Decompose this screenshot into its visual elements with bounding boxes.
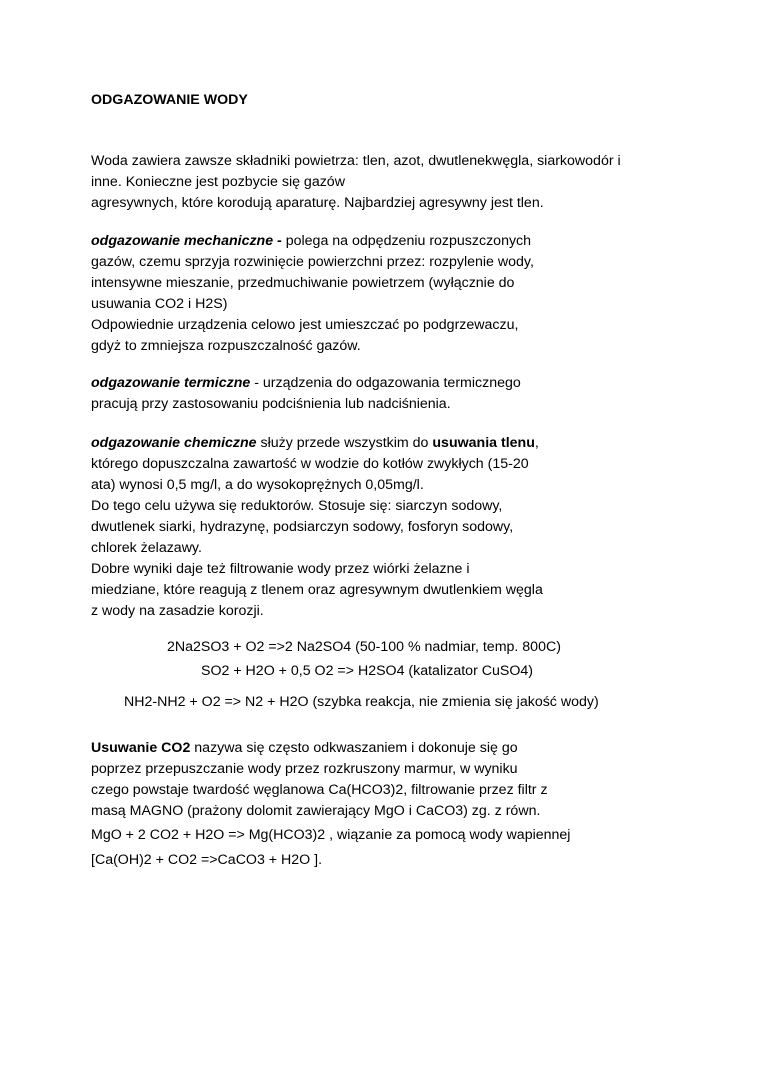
chemical-degassing-paragraph bbox=[91, 433, 691, 622]
text-line bbox=[91, 373, 691, 394]
text-line: inne. Konieczne jest pozbycie się gazów bbox=[91, 174, 345, 190]
text-line: poprzez przepuszczanie wody przez rozkruszony marmur, w wyniku bbox=[91, 761, 518, 777]
text-span: nazywa się często odkwaszaniem i dokonuje się go bbox=[190, 740, 518, 756]
emphasis-oxygen-removal: usuwania tlenu bbox=[432, 435, 535, 451]
text-line bbox=[91, 433, 691, 454]
term-co2-removal: Usuwanie CO2 bbox=[91, 740, 191, 756]
intro-paragraph bbox=[91, 151, 691, 214]
text-line: miedziane, które reagują z tlenem oraz agresywnym dwutlenkiem węgla bbox=[91, 582, 543, 598]
text-line: chlorek żelazawy. bbox=[91, 540, 202, 556]
equation-sulfite: 2Na2SO3 + O2 =>2 Na2SO4 (50-100 % nadmiar, temp. 800C) bbox=[167, 639, 561, 655]
equation-hydrazine: NH2-NH2 + O2 => N2 + H2O (szybka reakcja, nie zmienia się jakość wody) bbox=[124, 694, 599, 710]
thermal-degassing-paragraph bbox=[91, 373, 691, 415]
term-chemical: odgazowanie chemiczne bbox=[91, 435, 257, 451]
text-line: intensywne mieszanie, przedmuchiwanie powietrzem (wyłącznie do bbox=[91, 275, 515, 291]
text-line bbox=[91, 738, 691, 759]
mechanical-degassing-paragraph bbox=[91, 231, 691, 357]
text-line: z wody na zasadzie korozji. bbox=[91, 603, 264, 619]
text-line: Odpowiednie urządzenia celowo jest umieszczać po podgrzewaczu, bbox=[91, 317, 519, 333]
document-title: ODGAZOWANIE WODY bbox=[91, 92, 248, 108]
co2-removal-paragraph bbox=[91, 738, 691, 871]
text-line: Do tego celu używa się reduktorów. Stosuje się: siarczyn sodowy, bbox=[91, 498, 503, 514]
text-span: - urządzenia do odgazowania termicznego bbox=[250, 375, 521, 391]
term-mechanical: odgazowanie mechaniczne - bbox=[91, 233, 282, 249]
text-line: MgO + 2 CO2 + H2O => Mg(HCO3)2 , wiązanie za pomocą wody wapiennej bbox=[91, 827, 571, 843]
text-span: polega na odpędzeniu rozpuszczonych bbox=[281, 233, 532, 249]
text-line: dwutlenek siarki, hydrazynę, podsiarczyn sodowy, fosforyn sodowy, bbox=[91, 519, 514, 535]
text-line: gazów, czemu sprzyja rozwinięcie powierzchni przez: rozpylenie wody, bbox=[91, 254, 534, 270]
text-span: , bbox=[534, 435, 539, 451]
text-line: pracują przy zastosowaniu podciśnienia lub nadciśnienia. bbox=[91, 396, 451, 412]
equation-sulfur-dioxide: SO2 + H2O + 0,5 O2 => H2SO4 (katalizator CuSO4) bbox=[201, 663, 533, 679]
text-line: Dobre wyniki daje też filtrowanie wody przez wiórki żelazne i bbox=[91, 561, 470, 577]
text-line: agresywnych, które korodują aparaturę. Najbardziej agresywny jest tlen. bbox=[91, 195, 544, 211]
text-line: usuwania CO2 i H2S) bbox=[91, 296, 228, 312]
text-line: [Ca(OH)2 + CO2 =>CaCO3 + H2O ]. bbox=[91, 852, 323, 868]
text-line: czego powstaje twardość węglanowa Ca(HCO3)2, filtrowanie przez filtr z bbox=[91, 782, 548, 798]
text-span: służy przede wszystkim do bbox=[256, 435, 433, 451]
term-thermal: odgazowanie termiczne bbox=[91, 375, 251, 391]
text-line: ata) wynosi 0,5 mg/l, a do wysokoprężnych 0,05mg/l. bbox=[91, 477, 424, 493]
text-line: którego dopuszczalna zawartość w wodzie do kotłów zwykłych (15-20 bbox=[91, 456, 529, 472]
text-line: Woda zawiera zawsze składniki powietrza: tlen, azot, dwutlenekwęgla, siarkowodór i bbox=[91, 153, 621, 169]
text-line bbox=[91, 231, 691, 252]
text-line: masą MAGNO (prażony dolomit zawierający MgO i CaCO3) zg. z równ. bbox=[91, 803, 541, 819]
text-line: gdyż to zmniejsza rozpuszczalność gazów. bbox=[91, 338, 361, 354]
